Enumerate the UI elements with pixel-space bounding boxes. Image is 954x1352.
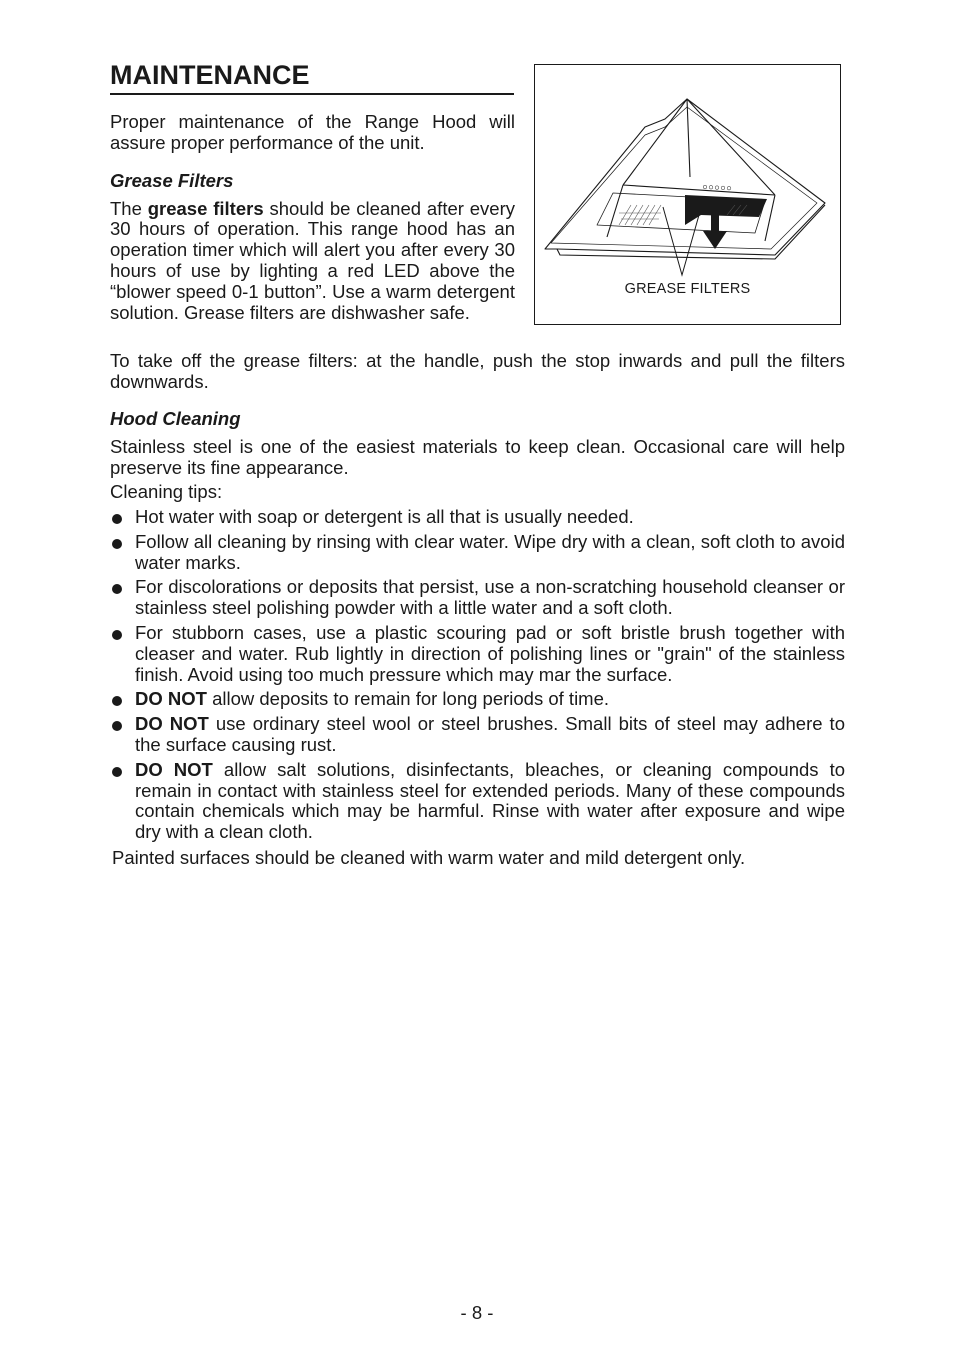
remove-filters-paragraph: To take off the grease filters: at the handle, push the stop inwards and pull the filters downwards.	[110, 350, 845, 392]
grease-filters-paragraph	[110, 199, 515, 324]
hood-cleaning-paragraph: Stainless steel is one of the easiest materials to keep clean. Occasional care will help preserve its fine appearance.	[110, 436, 845, 478]
grease-p1-post: should be cleaned after every 30 hours of operation. This range hood has an operation timer which will alert you after every 30 hours of use by lighting a red LED above the “blower speed 0-1 button”. Use a warm detergent solution. Grease filters are dishwasher safe.	[110, 197, 515, 323]
figure-caption: GREASE FILTERS	[624, 281, 751, 297]
bullet-icon	[112, 767, 122, 777]
list-item: Hot water with soap or detergent is all that is usually needed.	[110, 507, 845, 528]
grease-section	[110, 112, 515, 323]
bullet-icon	[112, 514, 122, 524]
bullet-icon	[112, 721, 122, 731]
bullet-icon	[112, 584, 122, 594]
range-hood-figure	[534, 64, 841, 325]
grease-filters-heading: Grease Filters	[110, 169, 234, 191]
list-item: DO NOT allow deposits to remain for long periods of time.	[110, 689, 845, 710]
grease-p1-pre: The	[110, 197, 148, 219]
page-number: - 8 -	[460, 1302, 494, 1323]
list-item: For discolorations or deposits that persist, use a non-scratching household cleanser or stainless steel polishing powder with a little water and a soft cloth.	[110, 577, 845, 619]
list-item: DO NOT allow salt solutions, disinfectants, bleaches, or cleaning compounds to remain in contact with stainless steel for extended periods. Many of these compounds contain chemicals which may be harmful. Rinse with water after exposure and wipe dry with a clean cloth.	[110, 760, 845, 843]
list-item: Follow all cleaning by rinsing with clear water. Wipe dry with a clean, soft cloth to avoid water marks.	[110, 532, 845, 574]
list-item: For stubborn cases, use a plastic scouring pad or soft bristle brush together with cleaser and water. Rub lightly in direction of polishing lines or "grain" of the stainless finish. Avoid using too much pressure which may mar the surface.	[110, 623, 845, 685]
bullet-icon	[112, 630, 122, 640]
cleaning-tips-label: Cleaning tips:	[110, 481, 223, 502]
bullet-icon	[112, 696, 122, 706]
grease-p1-bold: grease filters	[147, 197, 264, 219]
page-title: MAINTENANCE	[110, 58, 514, 95]
hood-cleaning-heading: Hood Cleaning	[110, 408, 241, 429]
list-item: DO NOT use ordinary steel wool or steel brushes. Small bits of steel may adhere to the surface causing rust.	[110, 714, 845, 756]
painted-surfaces-paragraph: Painted surfaces should be cleaned with warm water and mild detergent only.	[112, 847, 746, 868]
cleaning-tips-list	[110, 507, 845, 847]
bullet-icon	[112, 539, 122, 549]
intro-paragraph: Proper maintenance of the Range Hood will assure proper performance of the unit.	[110, 111, 515, 153]
